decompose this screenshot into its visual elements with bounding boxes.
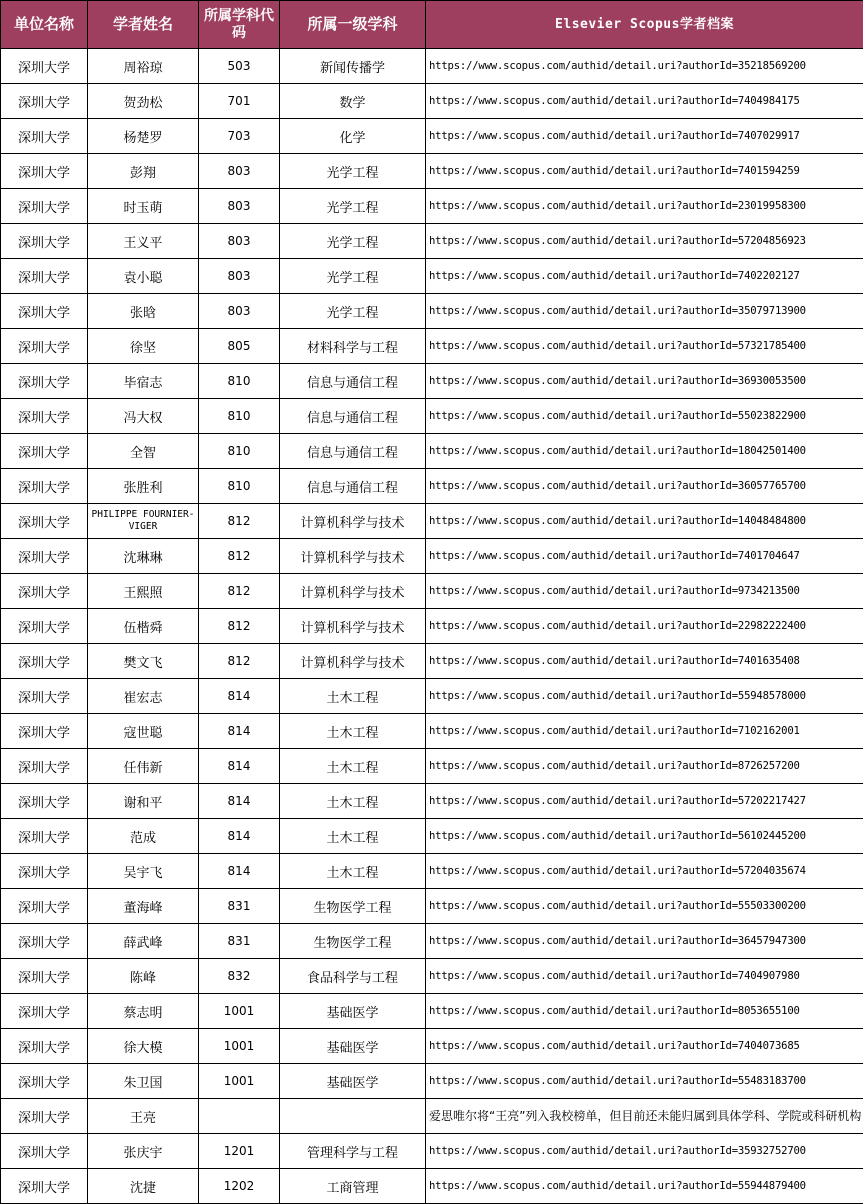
cell-discipline: [280, 1099, 426, 1134]
cell-discipline-code: 1001: [199, 994, 280, 1029]
cell-discipline: 化学: [280, 119, 426, 154]
cell-discipline-code: 701: [199, 84, 280, 119]
cell-scholar-name: 朱卫国: [88, 1064, 199, 1099]
cell-scholar-name: 伍楷舜: [88, 609, 199, 644]
cell-unit: 深圳大学: [1, 294, 88, 329]
cell-scholar-name: 沈捷: [88, 1169, 199, 1204]
cell-unit: 深圳大学: [1, 154, 88, 189]
cell-profile-link[interactable]: https://www.scopus.com/authid/detail.uri?authorId=7404984175: [426, 84, 863, 119]
table-row: [1, 784, 863, 819]
cell-unit: 深圳大学: [1, 1064, 88, 1099]
cell-unit: 深圳大学: [1, 539, 88, 574]
cell-scholar-name: 全智: [88, 434, 199, 469]
cell-scholar-name: 薛武峰: [88, 924, 199, 959]
cell-profile-link[interactable]: https://www.scopus.com/authid/detail.uri?authorId=35218569200: [426, 49, 863, 84]
table-row: [1, 679, 863, 714]
cell-scholar-name: 周裕琼: [88, 49, 199, 84]
cell-unit: 深圳大学: [1, 1099, 88, 1134]
header-unit: 单位名称: [1, 1, 88, 49]
cell-profile-link[interactable]: https://www.scopus.com/authid/detail.uri?authorId=55503300200: [426, 889, 863, 924]
table-row: [1, 644, 863, 679]
cell-unit: 深圳大学: [1, 469, 88, 504]
table-row: [1, 364, 863, 399]
cell-discipline: 管理科学与工程: [280, 1134, 426, 1169]
cell-discipline: 光学工程: [280, 154, 426, 189]
cell-discipline-code: 810: [199, 469, 280, 504]
cell-discipline: 信息与通信工程: [280, 364, 426, 399]
cell-discipline: 基础医学: [280, 994, 426, 1029]
table-row: [1, 749, 863, 784]
table-row: [1, 329, 863, 364]
table-header-row: [1, 1, 863, 49]
cell-profile-link[interactable]: https://www.scopus.com/authid/detail.uri?authorId=57204035674: [426, 854, 863, 889]
cell-scholar-name: 王义平: [88, 224, 199, 259]
cell-scholar-name: 谢和平: [88, 784, 199, 819]
cell-profile-link[interactable]: https://www.scopus.com/authid/detail.uri?authorId=7407029917: [426, 119, 863, 154]
cell-discipline-code: [199, 1099, 280, 1134]
table-row: [1, 609, 863, 644]
table-body: [1, 49, 863, 1204]
cell-scholar-name: 寇世聪: [88, 714, 199, 749]
cell-unit: 深圳大学: [1, 119, 88, 154]
cell-discipline-code: 1201: [199, 1134, 280, 1169]
cell-discipline-code: 805: [199, 329, 280, 364]
cell-discipline-code: 812: [199, 644, 280, 679]
table-row: [1, 294, 863, 329]
cell-note: 爱思唯尔将“王亮”列入我校榜单，但目前还未能归属到具体学科、学院或科研机构: [426, 1099, 863, 1134]
cell-unit: 深圳大学: [1, 959, 88, 994]
cell-discipline-code: 812: [199, 609, 280, 644]
table-row: [1, 224, 863, 259]
cell-discipline-code: 812: [199, 539, 280, 574]
cell-discipline: 信息与通信工程: [280, 434, 426, 469]
table-row: [1, 539, 863, 574]
cell-scholar-name: 董海峰: [88, 889, 199, 924]
cell-unit: 深圳大学: [1, 574, 88, 609]
cell-discipline-code: 803: [199, 154, 280, 189]
cell-discipline: 计算机科学与技术: [280, 539, 426, 574]
cell-discipline: 工商管理: [280, 1169, 426, 1204]
cell-scholar-name: PHILIPPE FOURNIER-VIGER: [88, 504, 199, 539]
cell-profile-link[interactable]: https://www.scopus.com/authid/detail.uri?authorId=23019958300: [426, 189, 863, 224]
table-row: [1, 1029, 863, 1064]
cell-unit: 深圳大学: [1, 364, 88, 399]
cell-scholar-name: 吴宇飞: [88, 854, 199, 889]
table-row: [1, 574, 863, 609]
cell-profile-link[interactable]: https://www.scopus.com/authid/detail.uri?authorId=7401594259: [426, 154, 863, 189]
cell-discipline: 数学: [280, 84, 426, 119]
cell-scholar-name: 徐大模: [88, 1029, 199, 1064]
cell-unit: 深圳大学: [1, 994, 88, 1029]
cell-unit: 深圳大学: [1, 609, 88, 644]
cell-profile-link[interactable]: https://www.scopus.com/authid/detail.uri?authorId=55944879400: [426, 1169, 863, 1204]
table-row: [1, 434, 863, 469]
cell-discipline: 材料科学与工程: [280, 329, 426, 364]
cell-discipline-code: 810: [199, 399, 280, 434]
cell-unit: 深圳大学: [1, 504, 88, 539]
cell-profile-link[interactable]: https://www.scopus.com/authid/detail.uri?authorId=55023822900: [426, 399, 863, 434]
cell-discipline-code: 814: [199, 854, 280, 889]
cell-scholar-name: 彭翔: [88, 154, 199, 189]
cell-scholar-name: 张晗: [88, 294, 199, 329]
cell-discipline: 土木工程: [280, 679, 426, 714]
cell-scholar-name: 范成: [88, 819, 199, 854]
cell-profile-link[interactable]: https://www.scopus.com/authid/detail.uri?authorId=7401635408: [426, 644, 863, 679]
cell-scholar-name: 蔡志明: [88, 994, 199, 1029]
cell-scholar-name: 袁小聪: [88, 259, 199, 294]
cell-profile-link[interactable]: https://www.scopus.com/authid/detail.uri?authorId=57321785400: [426, 329, 863, 364]
cell-discipline-code: 810: [199, 434, 280, 469]
table-row: [1, 924, 863, 959]
table-row: [1, 504, 863, 539]
cell-unit: 深圳大学: [1, 49, 88, 84]
cell-profile-link[interactable]: https://www.scopus.com/authid/detail.uri?authorId=36457947300: [426, 924, 863, 959]
cell-discipline-code: 803: [199, 189, 280, 224]
cell-scholar-name: 任伟新: [88, 749, 199, 784]
table-row: [1, 994, 863, 1029]
cell-discipline: 计算机科学与技术: [280, 609, 426, 644]
cell-unit: 深圳大学: [1, 329, 88, 364]
cell-discipline: 计算机科学与技术: [280, 644, 426, 679]
cell-unit: 深圳大学: [1, 924, 88, 959]
cell-scholar-name: 冯大权: [88, 399, 199, 434]
cell-profile-link[interactable]: https://www.scopus.com/authid/detail.uri?authorId=7404073685: [426, 1029, 863, 1064]
table-row: [1, 819, 863, 854]
table-row: [1, 854, 863, 889]
cell-scholar-name: 张庆宇: [88, 1134, 199, 1169]
cell-profile-link[interactable]: https://www.scopus.com/authid/detail.uri?authorId=36057765700: [426, 469, 863, 504]
cell-discipline: 食品科学与工程: [280, 959, 426, 994]
cell-scholar-name: 杨楚罗: [88, 119, 199, 154]
cell-discipline-code: 803: [199, 294, 280, 329]
cell-profile-link[interactable]: https://www.scopus.com/authid/detail.uri?authorId=35079713900: [426, 294, 863, 329]
cell-unit: 深圳大学: [1, 434, 88, 469]
cell-unit: 深圳大学: [1, 679, 88, 714]
header-profile: Elsevier Scopus学者档案: [426, 1, 863, 49]
header-discipline: 所属一级学科: [280, 1, 426, 49]
table-row: [1, 84, 863, 119]
cell-profile-link[interactable]: https://www.scopus.com/authid/detail.uri?authorId=7102162001: [426, 714, 863, 749]
cell-discipline-code: 814: [199, 749, 280, 784]
table-row: [1, 889, 863, 924]
cell-discipline-code: 814: [199, 679, 280, 714]
cell-discipline: 信息与通信工程: [280, 469, 426, 504]
cell-unit: 深圳大学: [1, 84, 88, 119]
cell-discipline: 土木工程: [280, 714, 426, 749]
cell-discipline-code: 814: [199, 714, 280, 749]
table-row: [1, 1134, 863, 1169]
cell-discipline-code: 812: [199, 504, 280, 539]
table-row: [1, 714, 863, 749]
table-row: [1, 399, 863, 434]
cell-profile-link[interactable]: https://www.scopus.com/authid/detail.uri?authorId=56102445200: [426, 819, 863, 854]
cell-scholar-name: 毕宿志: [88, 364, 199, 399]
cell-profile-link[interactable]: https://www.scopus.com/authid/detail.uri?authorId=55948578000: [426, 679, 863, 714]
cell-discipline-code: 814: [199, 784, 280, 819]
cell-unit: 深圳大学: [1, 1134, 88, 1169]
cell-scholar-name: 王亮: [88, 1099, 199, 1134]
cell-scholar-name: 张胜利: [88, 469, 199, 504]
header-code: 所属学科代码: [199, 1, 280, 49]
cell-unit: 深圳大学: [1, 224, 88, 259]
cell-discipline: 光学工程: [280, 259, 426, 294]
cell-scholar-name: 时玉萌: [88, 189, 199, 224]
table-row: [1, 1099, 863, 1134]
cell-profile-link[interactable]: https://www.scopus.com/authid/detail.uri?authorId=57202217427: [426, 784, 863, 819]
cell-unit: 深圳大学: [1, 1029, 88, 1064]
table-row: [1, 1064, 863, 1099]
cell-unit: 深圳大学: [1, 749, 88, 784]
table-row: [1, 959, 863, 994]
cell-discipline-code: 803: [199, 224, 280, 259]
table-row: [1, 49, 863, 84]
cell-discipline-code: 503: [199, 49, 280, 84]
cell-scholar-name: 樊文飞: [88, 644, 199, 679]
cell-profile-link[interactable]: https://www.scopus.com/authid/detail.uri?authorId=14048484800: [426, 504, 863, 539]
cell-discipline: 光学工程: [280, 224, 426, 259]
cell-unit: 深圳大学: [1, 819, 88, 854]
cell-profile-link[interactable]: https://www.scopus.com/authid/detail.uri?authorId=7402202127: [426, 259, 863, 294]
cell-profile-link[interactable]: https://www.scopus.com/authid/detail.uri?authorId=36930053500: [426, 364, 863, 399]
cell-unit: 深圳大学: [1, 644, 88, 679]
cell-discipline: 光学工程: [280, 189, 426, 224]
cell-discipline-code: 1001: [199, 1029, 280, 1064]
table-row: [1, 119, 863, 154]
cell-scholar-name: 沈琳琳: [88, 539, 199, 574]
cell-discipline: 基础医学: [280, 1064, 426, 1099]
cell-profile-link[interactable]: https://www.scopus.com/authid/detail.uri?authorId=57204856923: [426, 224, 863, 259]
cell-discipline: 新闻传播学: [280, 49, 426, 84]
cell-discipline: 土木工程: [280, 749, 426, 784]
cell-discipline: 生物医学工程: [280, 924, 426, 959]
cell-profile-link[interactable]: https://www.scopus.com/authid/detail.uri?authorId=22982222400: [426, 609, 863, 644]
cell-scholar-name: 王熙照: [88, 574, 199, 609]
cell-profile-link[interactable]: https://www.scopus.com/authid/detail.uri?authorId=18042501400: [426, 434, 863, 469]
table-row: [1, 189, 863, 224]
table-row: [1, 259, 863, 294]
cell-unit: 深圳大学: [1, 1169, 88, 1204]
cell-discipline-code: 703: [199, 119, 280, 154]
cell-unit: 深圳大学: [1, 189, 88, 224]
cell-discipline-code: 814: [199, 819, 280, 854]
cell-unit: 深圳大学: [1, 259, 88, 294]
cell-discipline-code: 831: [199, 924, 280, 959]
cell-profile-link[interactable]: https://www.scopus.com/authid/detail.uri?authorId=9734213500: [426, 574, 863, 609]
cell-discipline: 计算机科学与技术: [280, 504, 426, 539]
cell-discipline: 基础医学: [280, 1029, 426, 1064]
cell-profile-link[interactable]: https://www.scopus.com/authid/detail.uri?authorId=7404907980: [426, 959, 863, 994]
cell-discipline-code: 812: [199, 574, 280, 609]
cell-discipline: 信息与通信工程: [280, 399, 426, 434]
table-row: [1, 154, 863, 189]
cell-profile-link[interactable]: https://www.scopus.com/authid/detail.uri?authorId=7401704647: [426, 539, 863, 574]
cell-discipline-code: 1202: [199, 1169, 280, 1204]
cell-discipline-code: 831: [199, 889, 280, 924]
cell-profile-link[interactable]: https://www.scopus.com/authid/detail.uri?authorId=8053655100: [426, 994, 863, 1029]
cell-scholar-name: 贺劲松: [88, 84, 199, 119]
cell-unit: 深圳大学: [1, 714, 88, 749]
cell-discipline: 生物医学工程: [280, 889, 426, 924]
cell-discipline: 土木工程: [280, 784, 426, 819]
cell-unit: 深圳大学: [1, 399, 88, 434]
table-row: [1, 469, 863, 504]
cell-discipline: 计算机科学与技术: [280, 574, 426, 609]
cell-discipline-code: 803: [199, 259, 280, 294]
cell-discipline: 土木工程: [280, 854, 426, 889]
cell-unit: 深圳大学: [1, 854, 88, 889]
cell-discipline: 土木工程: [280, 819, 426, 854]
cell-scholar-name: 徐坚: [88, 329, 199, 364]
cell-discipline-code: 832: [199, 959, 280, 994]
header-name: 学者姓名: [88, 1, 199, 49]
table-row: [1, 1169, 863, 1204]
cell-profile-link[interactable]: https://www.scopus.com/authid/detail.uri?authorId=8726257200: [426, 749, 863, 784]
cell-profile-link[interactable]: https://www.scopus.com/authid/detail.uri?authorId=35932752700: [426, 1134, 863, 1169]
cell-unit: 深圳大学: [1, 889, 88, 924]
cell-scholar-name: 崔宏志: [88, 679, 199, 714]
cell-unit: 深圳大学: [1, 784, 88, 819]
cell-discipline-code: 810: [199, 364, 280, 399]
cell-profile-link[interactable]: https://www.scopus.com/authid/detail.uri?authorId=55483183700: [426, 1064, 863, 1099]
cell-discipline-code: 1001: [199, 1064, 280, 1099]
cell-scholar-name: 陈峰: [88, 959, 199, 994]
cell-discipline: 光学工程: [280, 294, 426, 329]
